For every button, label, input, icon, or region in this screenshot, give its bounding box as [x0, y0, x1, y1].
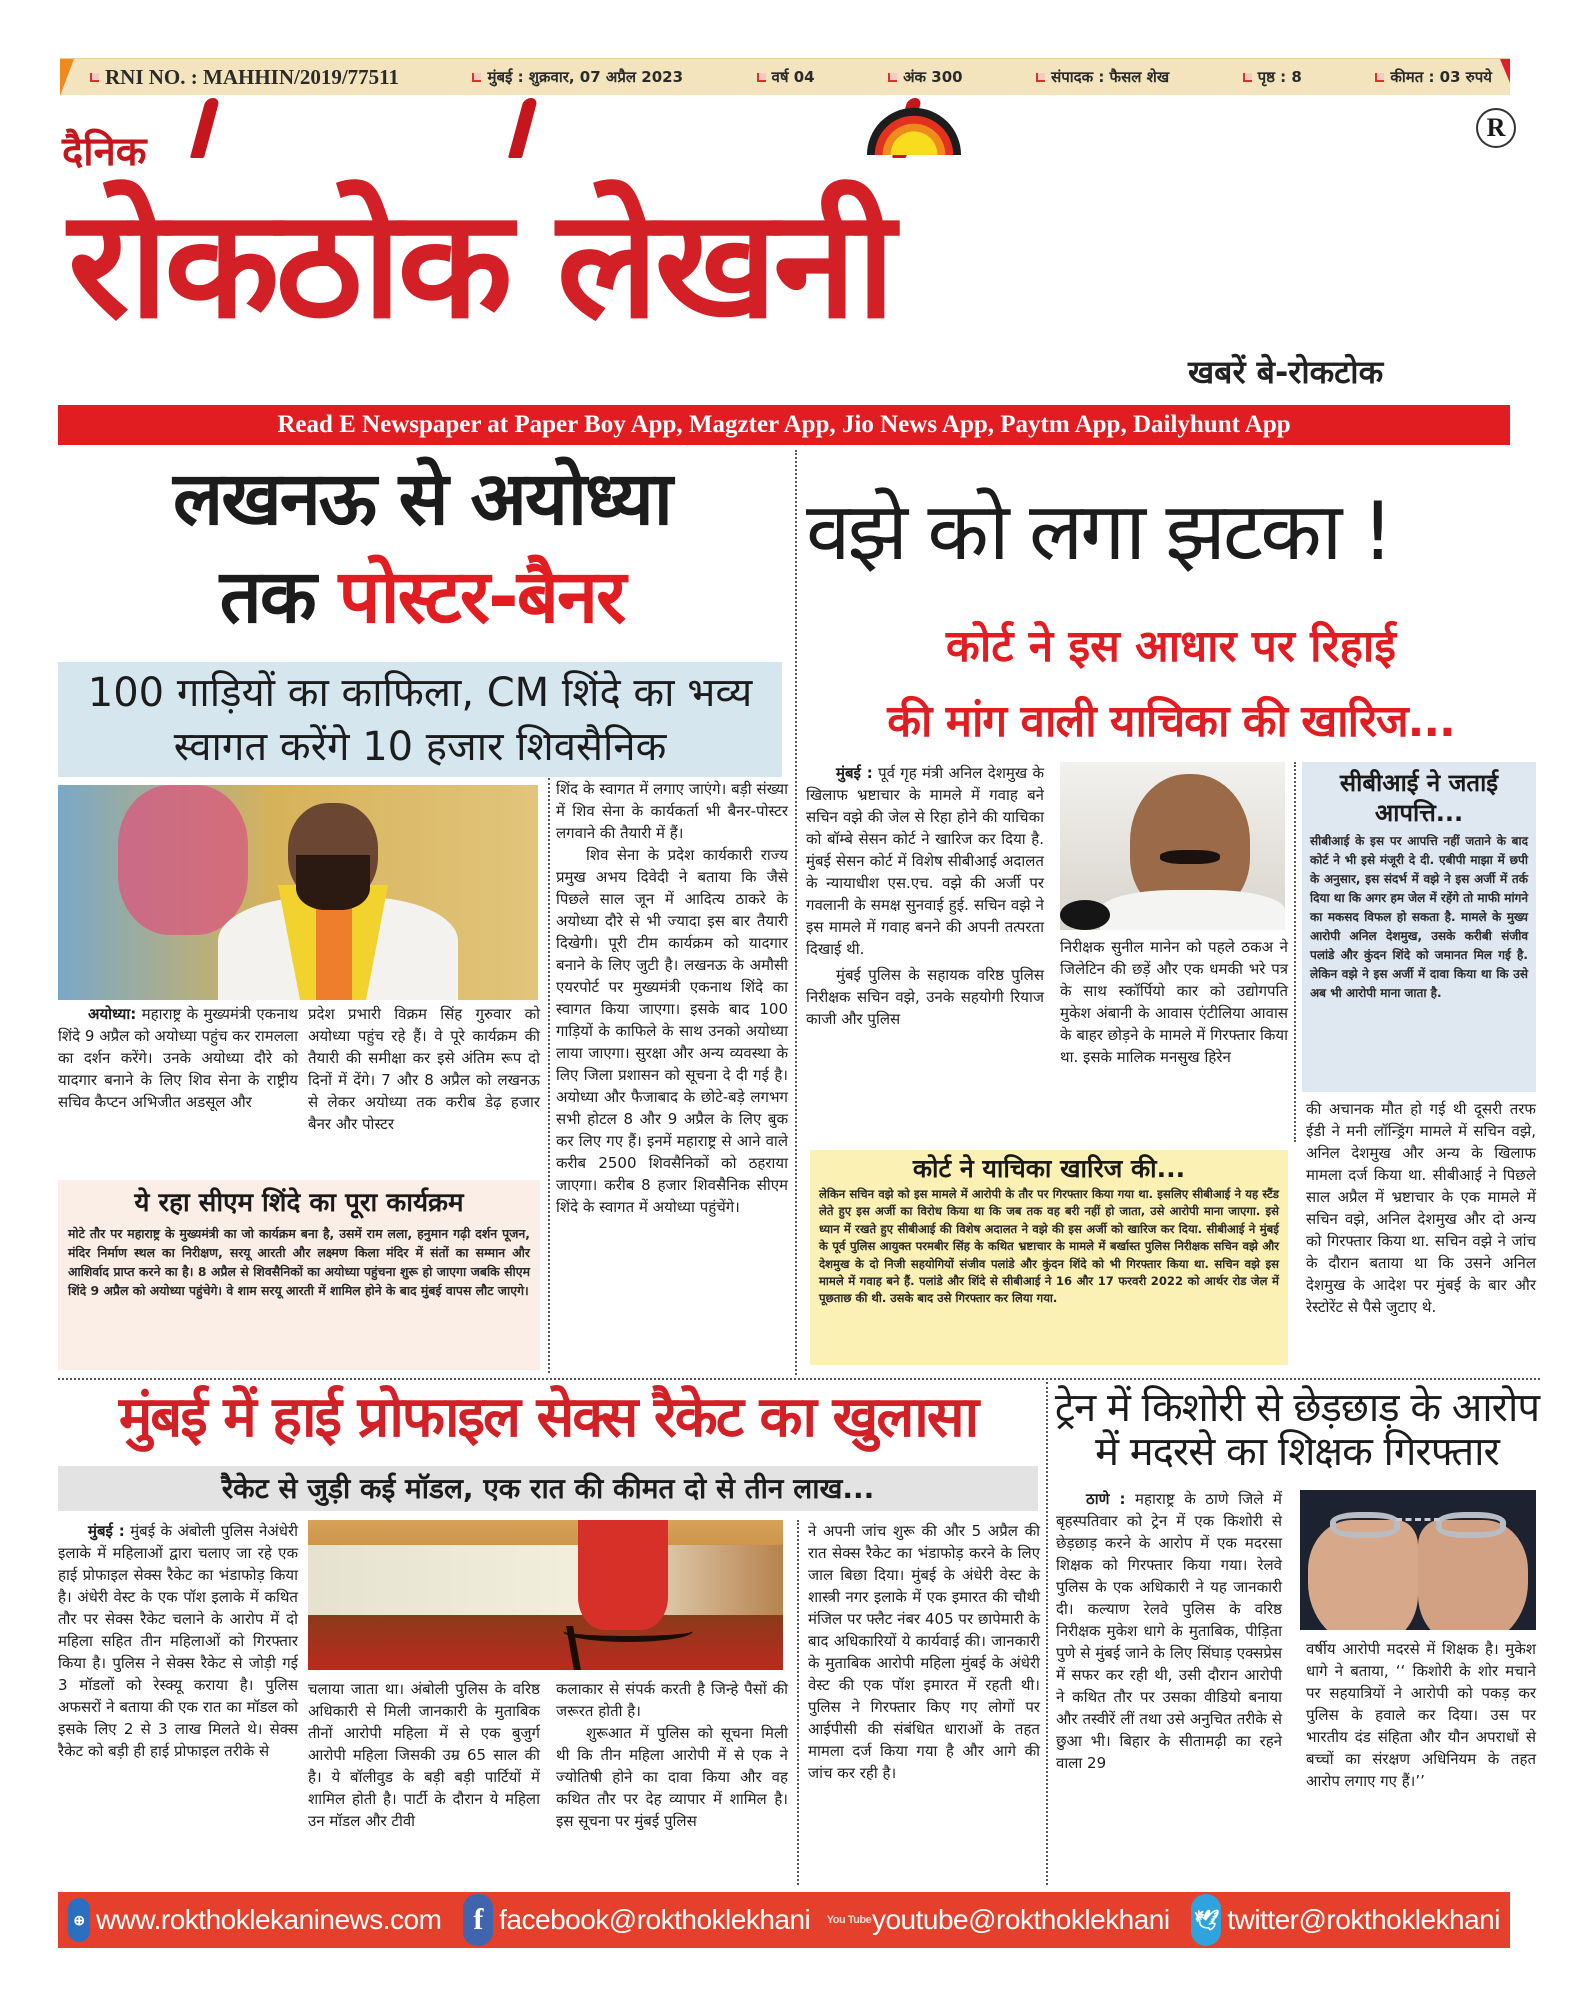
cm-program-title: ये रहा सीएम शिंदे का पूरा कार्यक्रम [134, 1188, 464, 1218]
waze-body-col3: की अचानक मौत हो गई थी दूसरी तरफ ईडी ने मनी लॉन्ड्रिंग मामले में सचिन वझे, अनिल देशमुख और अन्य के खिलाफ मामला दर्ज किया था. सीबीआई ने पिछले साल अप्रैल में भ्रष्टाचार के एक मामले में सचिन वझे, अनिल देशमुख और दो अन्य को गिरफ्तार किया था. सचिन वझे ने जांच के दौरान बताया था कि उसने अनिल देशमुख के आदेश पर मुंबई के बार और रेस्टोरेंट से पैसे जुटाए थे. [1306, 1100, 1536, 1316]
waze-headline: वझे को लगा झटका ! [806, 485, 1391, 578]
masthead-prefix: दैनिक [62, 129, 147, 175]
dateline: मुंबई : शुक्रवार, 07 अप्रैल 2023 [472, 67, 683, 87]
pen-nib-icon [508, 98, 538, 158]
ayodhya-headline-black: तक [219, 554, 339, 640]
racket-headline: मुंबई में हाई प्रोफाइल सेक्स रैकेट का खुलासा [118, 1385, 978, 1450]
bullet-icon [1375, 73, 1384, 82]
globe-icon: ⊕ [68, 1898, 90, 1942]
court-rejects-title: कोर्ट ने याचिका खारिज की... [912, 1154, 1186, 1183]
issue-number: अंक 300 [888, 67, 963, 87]
bullet-icon [757, 73, 766, 82]
page-count: पृष्ठ : 8 [1243, 67, 1302, 87]
train-body-col2: वर्षीय आरोपी मदरसे में शिक्षक है। मुकेश धागे ने बताया, ‘‘ किशोरी के शोर मचाने पर सहयात्रियों ने आरोपी को पकड़ कर पुलिस के हवाले कर दिया। उस पर भारतीय दंड संहिता और यौन अपराधों से बच्चों का संरक्षण अधिनियम के तहत आरोप लगाए गए हैं।’’ [1306, 1640, 1536, 1790]
waze-photo [1060, 762, 1285, 930]
cbi-objection-text: सीबीआई के इस पर आपत्ति नहीं जताने के बाद कोर्ट ने भी इसे मंजूरी दे दी. एबीपी माझा में छपी के अनुसार, इस संदर्भ में वझे ने इस अर्जी में तर्क दिया था कि अगर हम जेल में रहेंगे तो माफी मांगने का मकसद विफल हो सकता है. मामले के मुख्य आरोपी अनिल देशमुख, उसके करीबी संजीव पलांडे और कुंदन शिंदे को जमानत मिल गई है. लेकिन वझे ने इस अर्जी में दावा किया था कि उसे अब भी आरोपी माना जाता है. [1310, 834, 1528, 1000]
bullet-icon [90, 73, 99, 82]
waze-dateline: मुंबई : [836, 764, 873, 782]
website-link[interactable]: ⊕ www.rokthoklekaninews.com [68, 1898, 441, 1942]
price: कीमत : 03 रुपये [1375, 67, 1492, 87]
column-divider [548, 778, 550, 1373]
handcuffs-photo [1300, 1490, 1536, 1630]
masthead-title: रोकठोक लेखनी [68, 178, 892, 352]
section-divider [58, 1378, 1540, 1380]
cm-program-text: मोटे तौर पर महाराष्ट्र के मुख्यमंत्री का जो कार्यक्रम बना है, उसमें राम लला, हनुमान गढ़ी दर्शन पूजन, मंदिर निर्माण स्थल का निरीक्षण, सरयू आरती और लक्ष्मण किला मंदिर में संतों का सम्मान और आशिर्वाद प्राप्त करने का है। 8 अप्रैल से शिवसैनिकों का अयोध्या पहुंचना शुरू हो जाएगा जबकि सीएम शिंदे 9 अप्रैल को अयोध्या पहुंचेगे। वे शाम सरयू आरती में शामिल होने के बाद मुंबई वापस लौट जाएगे। [68, 1226, 530, 1298]
racket-body-col2: चलाया जाता था। अंबोली पुलिस के वरिष्ठ अधिकारी से मिली जानकारी के मुताबिक तीनों आरोपी महिला में से एक बुजुर्ग आरोपी महिला जिसकी उम्र 65 साल की है। ये बॉलीवुड के बड़ी बड़ी पार्टियों में शामिल होती है। पार्टी के दौरान ये महिला उन मॉडल और टीवी [308, 1680, 540, 1830]
racket-photo [308, 1520, 783, 1670]
masthead-tagline: खबरें बे-रोकटोक [1188, 353, 1384, 391]
shinde-photo [58, 785, 538, 1000]
bullet-icon [1036, 73, 1045, 82]
column-divider [1294, 762, 1296, 1142]
facebook-icon: f [463, 1894, 493, 1946]
ayodhya-subheadline: 100 गाड़ियों का काफिला, CM शिंदे का भव्य स्वागत करेंगे 10 हजार शिवसैनिक [58, 662, 782, 777]
pen-nib-icon [190, 98, 220, 158]
train-headline [1052, 1386, 1542, 1474]
racket-body-col1: मुंबई : मुंबई के अंबोली पुलिस नेअंधेरी इलाके में महिलाओं द्वारा चलाए जा रहे एक हाई प्रोफाइल सेक्स रैकेट का भंडाफोड़ किया है। अंधेरी वेस्ट के एक पॉश इलाके में कथित तौर पर सेक्स रैकेट चलाने के आरोप में दो महिला सहित तीन महिलाओं को गिरफ्तार किया है। पुलिस ने सेक्स रैकेट से जोड़ी गई 3 मॉडलों को रेस्क्यू कराया है। पुलिस अफसरों ने बताया की एक रात का मॉडल को इसके लिए 2 से 3 लाख मिलते थे। सेक्स रैकेट को बड़ी ही हाई प्रोफाइल तरीके से [58, 1522, 298, 1760]
twitter-icon: 🕊 [1191, 1894, 1221, 1946]
cm-program-box [58, 1180, 540, 1370]
volume-year: वर्ष 04 [757, 67, 815, 87]
waze-subheadline-line1: कोर्ट ने इस आधार पर रिहाई [946, 621, 1396, 672]
issue-info-strip [60, 58, 1510, 95]
ayodhya-headline-red: पोस्टर-बैनर [338, 554, 625, 640]
bullet-icon [472, 73, 481, 82]
column-divider [797, 1520, 799, 1885]
train-headline-line2: में मदरसे का शिक्षक गिरफ्तार [1095, 1429, 1499, 1475]
rni-number: RNI NO. : MAHHIN/2019/77511 [90, 65, 399, 90]
train-dateline: ठाणे : [1086, 1490, 1126, 1508]
waze-body-col2: निरीक्षक सुनील मानेन को पहले ठकअ ने जिलेटिन की छड़ें और एक धमकी भरे पत्र के साथ स्कॉर्पियो कार को उद्योगपति मुकेश अंबानी के आवास एंटीलिया आवास के बाहर छोड़ने के मामले में गिरफ्तार किया था. इसके मालिक मनसुख हिरेन [1060, 938, 1288, 1066]
bullet-icon [888, 73, 897, 82]
racket-dateline: मुंबई : [88, 1522, 125, 1540]
facebook-link[interactable]: f facebook@rokthoklekhani [463, 1894, 810, 1946]
editor-name: संपादक : फैसल शेख [1036, 67, 1169, 87]
registered-mark: R [1476, 108, 1516, 148]
ayodhya-headline-line1: लखनऊ से अयोध्या [173, 456, 671, 542]
cbi-objection-box [1302, 762, 1536, 1092]
train-body-col1: ठाणे : महाराष्ट्र के ठाणे जिले में बृहस्पतिवार को ट्रेन में एक किशोरी से छेड़छाड़ करने के आरोप में एक मदरसा शिक्षक को गिरफ्तार किया गया। रेलवे पुलिस के एक अधिकारी ने यह जानकारी दी। कल्याण रेलवे पुलिस के वरिष्ठ निरीक्षक मुकेश धागे के मुताबिक, पीड़िता पुणे से मुंबई जाने के लिए सिंघाड़ एक्सप्रेस में सफर कर रही थी, उसी दौरान आरोपी ने कथित तौर पर उसका वीडियो बनाया और तस्वीरें लीं तथा उसे अनुचित तरीके से छुआ भी। बिहार के सीतामढ़ी का रहने वाला 29 [1056, 1490, 1282, 1772]
racket-body-col4: ने अपनी जांच शुरू की और 5 अप्रैल की रात सेक्स रैकेट का भंडाफोड़ करने के लिए जाल बिछा दिया। मुंबई के अंधेरी वेस्ट के शास्त्री नगर इलाके में एक इमारत की चौथी मंजिल पर फ्लैट नंबर 405 पर छापेमारी के बाद अधिकारियों ये कार्यवाई की। जानकारी के मुताबिक आरोपी महिला मुंबई के अंधेरी वेस्ट की एक पॉश इमारत में रहती थी। पुलिस ने गिरफ्तार किए गए लोगों पर आईपीसी की संबंधित धाराओं के तहत मामला दर्ज किया गया है और आगे की जांच कर रही है। [808, 1522, 1040, 1782]
waze-subheadline-line2: की मांग वाली याचिका की खारिज... [887, 696, 1455, 747]
column-divider [1046, 1382, 1048, 1885]
ayodhya-dateline: अयोध्या: [88, 1005, 137, 1023]
social-footer [58, 1892, 1510, 1948]
cbi-objection-title: सीबीआई ने जताई आपत्ति... [1339, 769, 1499, 827]
column-divider [795, 450, 797, 1375]
train-headline-line1: ट्रेन में किशोरी से छेड़छाड़ के आरोप [1054, 1385, 1540, 1431]
ayodhya-body-col3: शिंद के स्वागत में लगाए जाएंगे। बड़ी संख्या में शिव सेना के कार्यकर्ता भी बैनर-पोस्टर लगवाने की तैयारी में हैं। शिव सेना के प्रदेश कार्यकारी राज्य प्रमुख अभय दिवेदी ने बताया कि जैसे पिछले साल जून में आदित्य ठाकरे के अयोध्या दौरे से भी ज्यादा इस बार तैयारी दिखेगी। पूरी टीम कार्यक्रम को यादगार बनाने के लिए जुटी है। लखनऊ के अमौसी एयरपोर्ट पर मुख्यमंत्री एकनाथ शिंदे का स्वागत किया जाएगा। इसके बाद 100 गाड़ियों के काफिले के साथ उनको अयोध्या लाया जाएगा। सुरक्षा और अन्य व्यवस्था के लिए जिला प्रशासन को सूचना दे दी गई है। अयोध्या और फैजाबाद के छोटे-बड़े लगभग सभी होटल 8 और 9 अप्रैल के लिए बुक कर लिए गए हैं। इनमें महाराष्ट्र से आने वाले करीब 2500 शिवसैनिकों को ठहराया जाएगा। करीब 8 हजार शिवसैनिक सीएम शिंदे के स्वागत में अयोध्या पहुंचेंगे। [556, 780, 788, 1216]
youtube-icon: You Tube [826, 1914, 872, 1926]
rising-sun-logo-icon [865, 100, 963, 155]
twitter-link[interactable]: 🕊 twitter@rokthoklekhani [1191, 1894, 1500, 1946]
waze-body-col1: मुंबई : पूर्व गृह मंत्री अनिल देशमुख के खिलाफ भ्रष्टाचार के मामले में गवाह बने सचिन वझे की जेल से रिहा होने की याचिका को बॉम्बे सेसन कोर्ट ने खारिज कर दिया है. मुंबई सेसन कोर्ट में विशेष सीबीआई अदालत के न्यायाधीश एस.एच. वझे की अर्जी पर गवलानी के समक्ष सुनवाई हुई. सचिन वझे ने इस मामले में गवाह बनने की अपनी तत्परता दिखाई थी. मुंबई पुलिस के सहायक वरिष्ठ पुलिस निरीक्षक सचिन वझे, उनके सहयोगी रियाज काजी और पुलिस [806, 764, 1045, 1028]
ayodhya-body-col1: अयोध्या: महाराष्ट्र के मुख्यमंत्री एकनाथ शिंदे 9 अप्रैल को अयोध्या पहुंच कर रामलला का दर्शन करेंगे। उनके अयोध्या दौरे को यादगार बनाने के लिए शिव सेना के राष्ट्रीय सचिव कैप्टन अभिजीत अडसूल और [58, 1005, 298, 1111]
youtube-link[interactable]: You Tube youtube@rokthoklekhani [826, 1904, 1170, 1935]
ayodhya-headline-line2 [62, 554, 782, 640]
ayodhya-body-col2: प्रदेश प्रभारी विक्रम सिंह गुरुवार को अयोध्या पहुंच रहे हैं। वे पूरे कार्यक्रम की तैयारी की समीक्षा कर इसे अंतिम रूप दो दिनों में देंगे। 7 और 8 अप्रैल को लखनऊ से लेकर अयोध्या तक करीब डेढ़ हजार बैनर और पोस्टर [308, 1005, 540, 1133]
racket-body-col3: कलाकार से संपर्क करती है जिन्हे पैसों की जरूरत होती है। शुरूआत में पुलिस को सूचना मिली थी कि तीन महिला आरोपी में से एक ने ज्योतिषी होने का दावा किया और वह कथित तौर पर देह व्यापार में शामिल है। इस सूचना पर मुंबई पुलिस [556, 1680, 788, 1830]
court-rejects-text: लेकिन सचिन वझे को इस मामले में आरोपी के तौर पर गिरफ्तार किया गया था. इसलिए सीबीआई ने यह स्टैंड लेते हुए इस अर्जी का विरोध किया था कि जब तक वह बरी नहीं हो जाता, उसे आरोपी माना जाएगा. इसे ध्यान में रखते हुए सीबीआई की विशेष अदालत ने वझे की इस अर्जी को खारिज कर दिया. सीबीआई ने मुंबई के पूर्व पुलिस आयुक्त परमबीर सिंह के कथित भ्रष्टाचार के मामले में बर्खास्त पुलिस निरीक्षक सचिन वझे और देशमुख के दो निजी सहयोगियों संजीव पलांडे और कुंदन शिंदे को भी गिरफ्तार किया था. सचिन वझे इस मामले में गवाह बने हैं. पलांडे और शिंदे से सीबीआई ने 16 और 17 फरवरी 2022 को आर्थर रोड जेल में पूछताछ की थी. उसके बाद उसे गिरफ्तार कर लिया गया. [819, 1187, 1279, 1306]
e-newspaper-banner: Read E Newspaper at Paper Boy App, Magzter App, Jio News App, Paytm App, Dailyhunt App [58, 405, 1510, 445]
court-rejects-box [810, 1150, 1288, 1365]
bullet-icon [1243, 73, 1252, 82]
racket-subheadline: रैकेट से जुड़ी कई मॉडल, एक रात की कीमत दो से तीन लाख... [58, 1466, 1038, 1511]
